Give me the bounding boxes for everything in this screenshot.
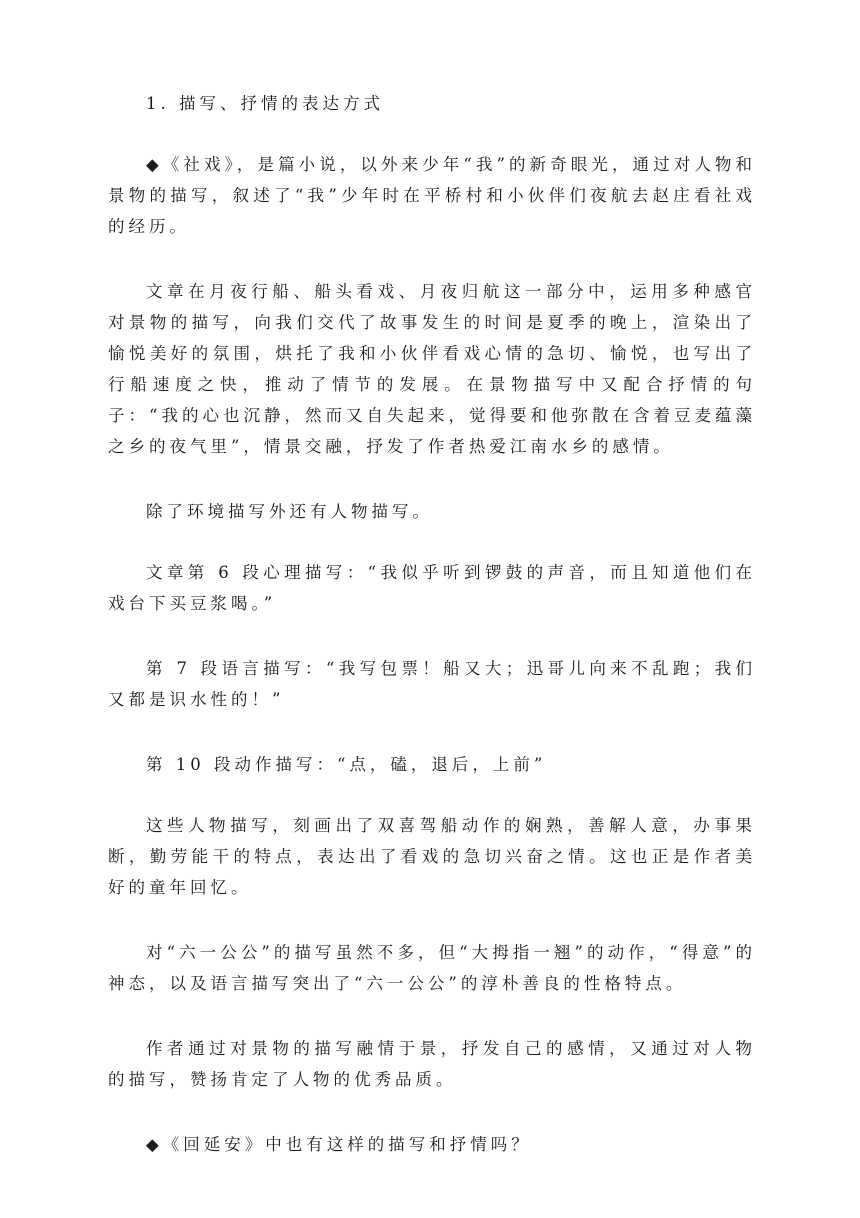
paragraph-conclusion: 作者通过对景物的描写融情于景，抒发自己的感情，又通过对人物的描写，赞扬肯定了人物的优秀品质。 [108,1039,756,1089]
paragraph-question: ◆《回延安》中也有这样的描写和抒情吗？ [146,1135,532,1154]
paragraph-language-description: 第 7 段语言描写：“我写包票！船又大；迅哥儿向来不乱跑；我们又都是识水性的！” [108,659,756,709]
section-heading: 1. 描写、抒情的表达方式 [146,94,384,113]
paragraph-character-summary: 这些人物描写，刻画出了双喜驾船动作的娴熟，善解人意，办事果断，勤劳能干的特点，表达出了看戏的急切兴奋之情。这也正是作者美好的童年回忆。 [108,816,756,897]
paragraph-character-intro: 除了环境描写外还有人物描写。 [146,502,433,521]
paragraph-shexi-intro: ◆《社戏》，是篇小说，以外来少年“我”的新奇眼光，通过对人物和景物的描写，叙述了“我”少年时在平桥村和小伙伴们夜航去赵庄看社戏的经历。 [108,155,756,236]
document-body [108,88,756,1194]
paragraph-scenery-description: 文章在月夜行船、船头看戏、月夜归航这一部分中，运用多种感官对景物的描写，向我们交代了故事发生的时间是夏季的晚上，渲染出了愉悦美好的氛围，烘托了我和小伙伴看戏心情的急切、愉悦，也写出了行船速度之快，推动了情节的发展。在景物描写中又配合抒情的句子：“我的心也沉静，然而又自失起来，觉得要和他弥散在含着豆麦蕴藻之乡的夜气里”，情景交融，抒发了作者热爱江南水乡的感情。 [108,282,756,456]
paragraph-action-description: 第 10 段动作描写：“点，磕，退后，上前” [146,755,547,774]
paragraph-psychological-description: 文章第 6 段心理描写：“我似乎听到锣鼓的声音，而且知道他们在戏台下买豆浆喝。” [108,563,756,613]
paragraph-liuyi-gonggong: 对“六一公公”的描写虽然不多，但“大拇指一翘”的动作，“得意”的神态，以及语言描写突出了“六一公公”的淳朴善良的性格特点。 [108,943,756,993]
